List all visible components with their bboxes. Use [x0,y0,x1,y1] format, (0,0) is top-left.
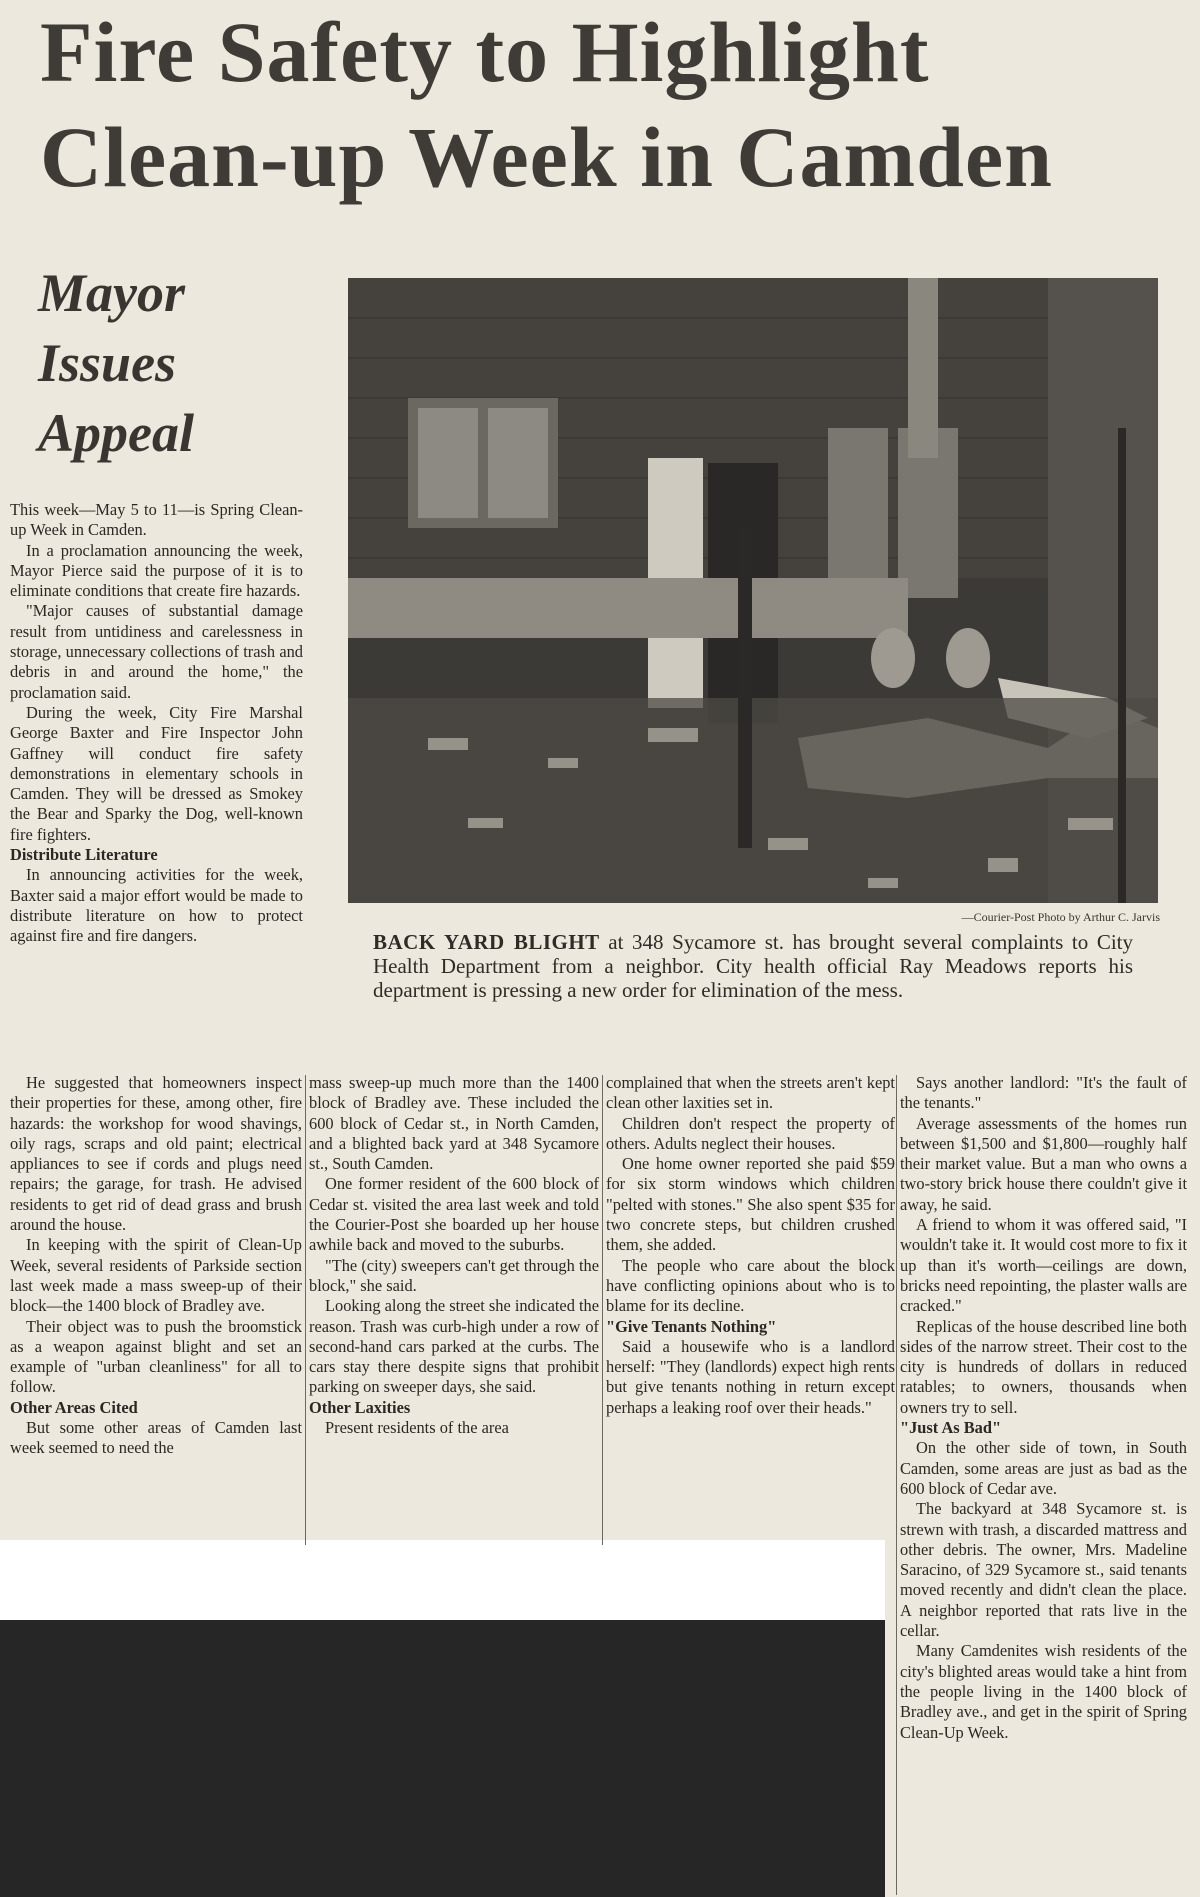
paragraph: Many Camdenites wish residents of the city's blighted areas would take a hint from the people living in the 1400 block of Bradley ave., and get in the spirit of Spring Clean-Up Week. [900,1641,1187,1742]
paragraph: On the other side of town, in South Camden, some areas are just as bad as the 600 block of Cedar ave. [900,1438,1187,1498]
paragraph: The backyard at 348 Sycamore st. is strewn with trash, a discarded mattress and other debris. The owner, Mrs. Madeline Saracino, of 329 Sycamore st., said tenants moved recently and didn't clean the place. A neighbor reported that rats live in the cellar. [900,1499,1187,1641]
section-heading: Other Areas Cited [10,1397,138,1417]
back-yard-photo [348,278,1158,903]
paragraph: Looking along the street she indicated the reason. Trash was curb-high under a row of second-hand cars parked at the curbs. The cars stay there despite signs that prohibit parking on sweeper days, she said. [309,1296,600,1397]
paragraph: One former resident of the 600 block of Cedar st. visited the area last week and told the Courier-Post she boarded up her house awhile back and moved to the suburbs. [309,1174,599,1255]
paragraph: Says another landlord: "It's the fault of the tenants." [900,1073,1187,1113]
subheadline [38,258,194,468]
paragraph: Their object was to push the broomstick as a weapon against blight and set an example of "urban cleanliness" for all to follow. [10,1316,302,1397]
paragraph: Children don't respect the property of others. Adults neglect their houses. [606,1113,895,1153]
section-heading: "Just As Bad" [900,1418,1002,1438]
paragraph: The people who care about the block have conflicting opinions about who is to blame for its decline. [606,1255,895,1316]
headline-line-2: Clean-up Week in Camden [40,109,1053,205]
paragraph: One home owner reported she paid $59 for six storm windows which children "pelted with stones." She also spent $35 for two concrete steps, but children crushed them, she added. [606,1154,895,1255]
paragraph: Replicas of the house described line both sides of the narrow street. Their cost to the city is hundreds of dollars in reduced ratables; to owners, thousands when owners try to sell. [900,1316,1187,1417]
paragraph: "The (city) sweepers can't get through the block," she said. [309,1255,599,1295]
section-heading: Distribute Literature [10,845,158,865]
article-column-2 [309,1073,599,1438]
paragraph: A friend to whom it was offered said, "I wouldn't take it. It would cost more to fix it up than it's worth—ceilings are down, bricks need repointing, the plaster walls are cracked." [900,1215,1187,1316]
subhead-line-1: Mayor [38,263,185,323]
paragraph: This week—May 5 to 11—is Spring Clean-up Week in Camden. [10,500,303,540]
paragraph: mass sweep-up much more than the 1400 block of Bradley ave. These included the 600 block of Cedar st., in North Camden, and a blighted back yard at 348 Sycamore st., South Camden. [309,1073,599,1174]
paragraph: Present residents of the area [325,1418,509,1438]
paragraph: In announcing activities for the week, Baxter said a major effort would be made to distribute literature on how to protect against fire and fire dangers. [10,865,303,946]
paragraph: complained that when the streets aren't kept clean other laxities set in. [606,1073,895,1113]
paragraph: But some other areas of Camden last week seemed to need the [10,1418,302,1458]
article-column-3 [606,1073,895,1418]
article-column-4 [900,1073,1187,1743]
photo-credit: —Courier-Post Photo by Arthur C. Jarvis [961,910,1160,924]
column-rule [602,1075,603,1545]
caption-lead: BACK YARD BLIGHT [373,930,600,954]
subhead-line-3: Appeal [38,403,194,463]
paragraph: In a proclamation announcing the week, Mayor Pierce said the purpose of it is to eliminate conditions that create fire hazards. [10,540,303,601]
paragraph: In keeping with the spirit of Clean-Up Week, several residents of Parkside section last week made a mass sweep-up of their block—the 1400 block of Bradley ave. [10,1235,302,1316]
column-rule [896,1075,897,1895]
paragraph: Average assessments of the homes run between $1,500 and $1,800—roughly half their market value. But a man who owns a two-story brick house there couldn't give it away, he said. [900,1113,1187,1214]
section-heading: Other Laxities [309,1397,411,1417]
column-rule [305,1075,306,1545]
scanner-background [0,1620,885,1897]
paragraph: "Major causes of substantial damage result from untidiness and carelessness in storage, unnecessary collections of trash and debris in and around the home," the proclamation said. [10,601,303,702]
article-column-1b [10,1073,302,1459]
section-heading: "Give Tenants Nothing" [606,1316,777,1336]
caption-text: at 348 Sycamore st. has brought several complaints to City Health Department from a neighbor. City health official Ray Meadows reports his department is pressing a new order for elimination of the mess. [373,930,1133,1002]
photo-caption [373,930,1133,1002]
paragraph: During the week, City Fire Marshal George Baxter and Fire Inspector John Gaffney will conduct fire safety demonstrations in elementary schools in Camden. They will be dressed as Smokey the Bear and Sparky the Dog, well-known fire fighters. [10,702,303,844]
paragraph: Said a housewife who is a landlord herself: "They (landlords) expect high rents but give tenants nothing in return except perhaps a leaking roof over their heads." [606,1336,895,1417]
article-column-1 [10,500,303,947]
paragraph: He suggested that homeowners inspect their properties for these, among other, fire hazards: the workshop for wood shavings, oily rags, scraps and old paint; electrical appliances to see if cords and plugs need repairs; the garage, for trash. He advised residents to get rid of dead grass and brush around the house. [10,1073,302,1235]
subhead-line-2: Issues [38,333,177,393]
headline-line-1: Fire Safety to Highlight [40,4,930,100]
headline [40,0,1190,210]
